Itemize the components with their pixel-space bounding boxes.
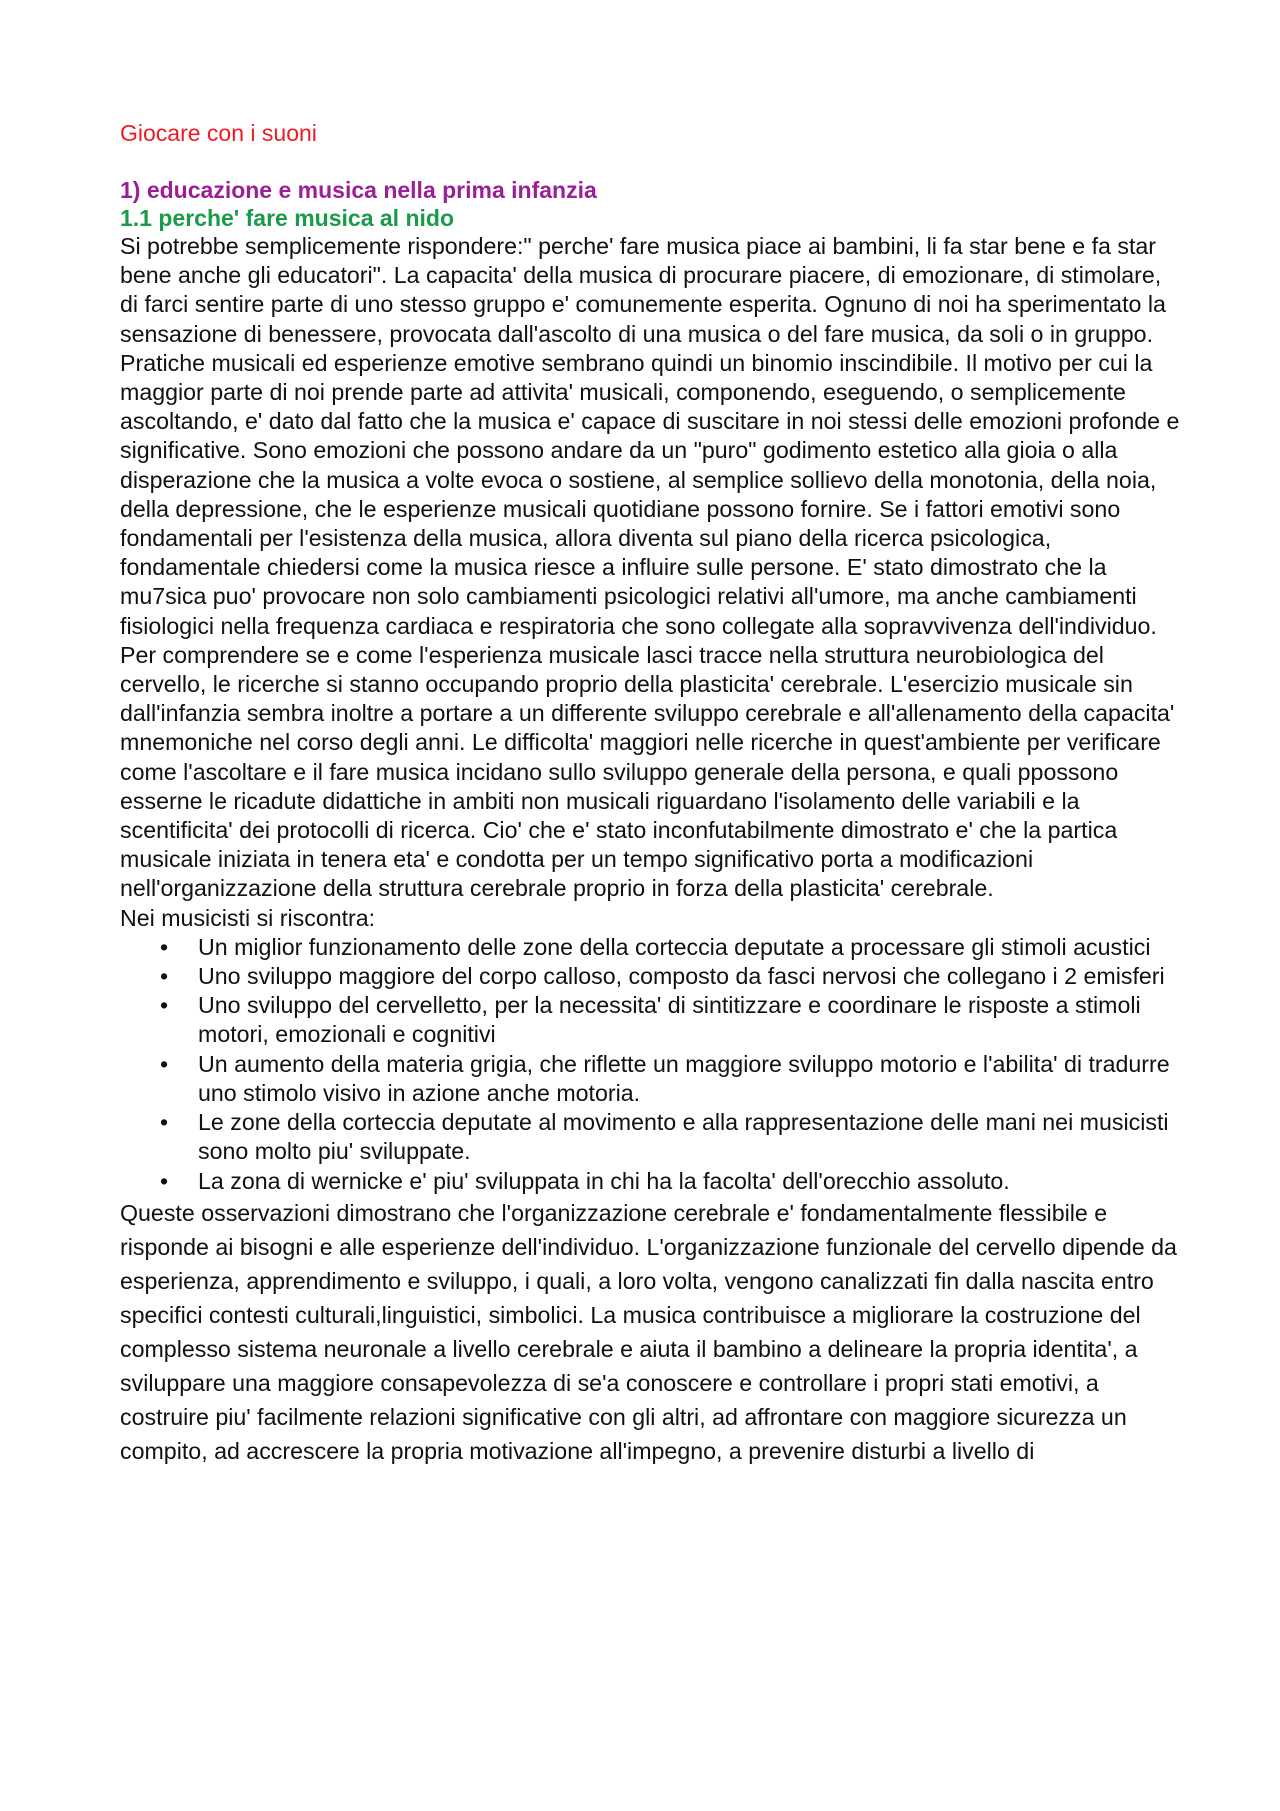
bullet-icon: • [160, 933, 169, 960]
list-item-text: Un miglior funzionamento delle zone della corteccia deputate a processare gli stimoli acustici [198, 933, 1151, 960]
list-item [160, 933, 1198, 962]
list-item [160, 991, 1198, 1049]
bullet-icon: • [160, 1109, 169, 1136]
list-item-text: Uno sviluppo del cervelletto, per la necessita' di sintitizzare e coordinare le risposte a stimoli motori, emozionali e cognitivi [198, 992, 1141, 1048]
closing-paragraph: Queste osservazioni dimostrano che l'organizzazione cerebrale e' fondamentalmente flessibile e risponde ai bisogni e alle esperienze dell'individuo. L'organizzazione funzionale del cervello dipende da esperienza, apprendimento e sviluppo, i quali, a loro volta, vengono canalizzati fin dalla nascita entro specifici contesti culturali,linguistici, simbolici. La musica contribuisce a migliorare la costruzione del complesso sistema neuronale a livello cerebrale e aiuta il bambino a delineare la propria identita', a sviluppare una maggiore consapevolezza di se'a conoscere e controllare i propri stati emotivi, a costruire piu' facilmente relazioni significative con gli altri, ad affrontare con maggiore sicurezza un compito, ad accrescere la propria motivazione all'impegno, a prevenire disturbi a livello di [120, 1199, 1177, 1464]
list-item [160, 1167, 1198, 1196]
bullet-icon: • [160, 992, 169, 1019]
subsection-heading: 1.1 perche' fare musica al nido [120, 205, 454, 231]
list-item-text: Uno sviluppo maggiore del corpo calloso, composto da fasci nervosi che collegano i 2 emisferi [198, 963, 1165, 990]
section-heading: 1) educazione e musica nella prima infanzia [120, 177, 597, 203]
bullet-icon: • [160, 1050, 169, 1077]
list-item [160, 962, 1198, 991]
list-item [160, 1050, 1198, 1108]
list-item-text: Un aumento della materia grigia, che riflette un maggiore sviluppo motorio e l'abilita' di tradurre uno stimolo visivo in azione anche motoria. [198, 1050, 1170, 1106]
list-item-text: Le zone della corteccia deputate al movimento e alla rappresentazione delle mani nei musicisti sono molto piu' sviluppate. [198, 1109, 1169, 1165]
list-item-text: La zona di wernicke e' piu' sviluppata in chi ha la facolta' dell'orecchio assoluto. [198, 1167, 1010, 1194]
document-title: Giocare con i suoni [120, 120, 317, 146]
list-item [160, 1108, 1198, 1166]
list-intro: Nei musicisti si riscontra: [120, 904, 376, 931]
bullet-icon: • [160, 1167, 169, 1194]
bullet-icon: • [160, 963, 169, 990]
body-paragraph: Si potrebbe semplicemente rispondere:" perche' fare musica piace ai bambini, li fa star bene e fa star bene anche gli educatori". La capacita' della musica di procurare piacere, di emozionare, di stimolare, di farci sentire parte di uno stesso gruppo e' comunemente esperita. Ognuno di noi ha sperimentato la sensazione di benessere, provocata dall'ascolto di una musica o del fare musica, da soli o in gruppo. Pratiche musicali ed esperienze emotive sembrano quindi un binomio inscindibile. Il motivo per cui la maggior parte di noi prende parte ad attivita' musicali, componendo, eseguendo, o semplicemente ascoltando, e' dato dal fatto che la musica e' capace di suscitare in noi stessi delle emozioni profonde e significative. Sono emozioni che possono andare da un "puro" godimento estetico alla gioia o alla disperazione che la musica a volte evoca o sostiene, al semplice sollievo della monotonia, della noia, della depressione, che le esperienze musicali quotidiane possono fornire. Se i fattori emotivi sono fondamentali per l'esistenza della musica, allora diventa sul piano della ricerca psicologica, fondamentale chiedersi come la musica riesce a influire sulle persone. E' stato dimostrato che la mu7sica puo' provocare non solo cambiamenti psicologici relativi all'umore, ma anche cambiamenti fisiologici nella frequenza cardiaca e respiratoria che sono collegate alla sopravvivenza dell'individuo. Per comprendere se e come l'esperienza musicale lasci tracce nella struttura neurobiologica del cervello, le ricerche si stanno occupando proprio della plasticita' cerebrale. L'esercizio musicale sin dall'infanzia sembra inoltre a portare a un differente sviluppo cerebrale e all'allenamento della capacita' mnemoniche nel corso degli anni. Le difficolta' maggiori nelle ricerche in quest'ambiente per verificare come l'ascoltare e il fare musica incidano sullo sviluppo generale della persona, e quali ppossono esserne le ricadute didattiche in ambiti non musicali riguardano l'isolamento delle variabili e la scentificita' dei protocolli di ricerca. Cio' che e' stato inconfutabilmente dimostrato e' che la partica musicale iniziata in tenera eta' e condotta per un tempo significativo porta a modificazioni nell'organizzazione della struttura cerebrale proprio in forza della plasticita' cerebrale. [120, 233, 1180, 902]
bullet-list [120, 933, 1198, 1196]
